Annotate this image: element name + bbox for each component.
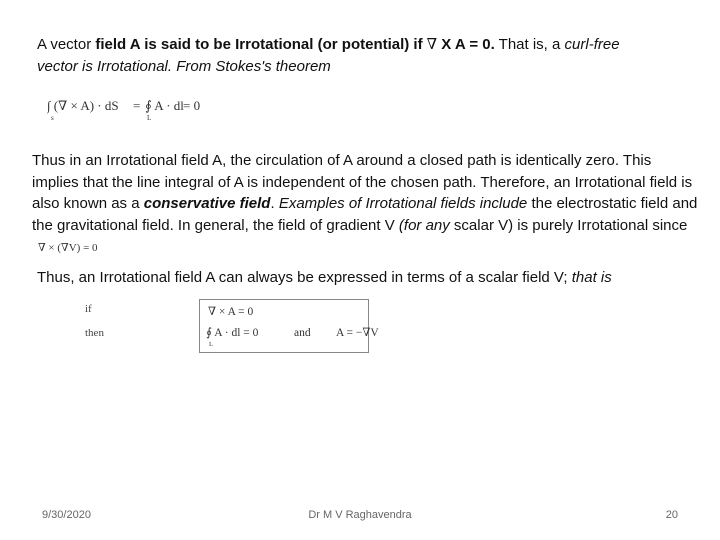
and-grad-equation <box>290 322 400 342</box>
conservative-field-term: conservative field <box>143 195 271 212</box>
stokes-sub-s: s <box>51 114 54 122</box>
nabla-symbol: ∇ <box>426 37 438 53</box>
stokes-lhs: ∫ (∇ × A) · dS <box>47 98 119 113</box>
thus-text: Thus, an Irrotational field A can always be expressed in terms of a scalar field V; <box>37 269 572 286</box>
curl-grad-equation <box>38 239 116 255</box>
curl-zero-equation: ∇ × A = 0 <box>208 306 254 318</box>
thus-italic: that is <box>571 269 612 286</box>
intro-text-2: That is, a <box>494 36 565 53</box>
and-label: and <box>294 327 311 339</box>
intro-paragraph <box>37 34 697 78</box>
loop-integral-equation: ∮ A · dl = 0 <box>206 327 259 339</box>
stokes-equation <box>47 90 217 122</box>
footer-date: 9/30/2020 <box>42 509 91 521</box>
then-label: then <box>85 327 104 339</box>
body-text-1: Thus in an Irrotational field A, the circulation of A around a closed path is identically zero. This implies that the line integral of A is independent of the chosen path. Therefore, an Irrotational field is also known as a <box>32 152 693 212</box>
stokes-equals-2: = 0 <box>183 98 201 113</box>
footer-author: Dr M V Raghavendra <box>308 509 412 521</box>
page-number: 20 <box>665 509 678 521</box>
intro-curl-bold: X A = 0. <box>437 36 495 53</box>
intro-stokes-italic: vector is Irrotational. From Stokes's theorem <box>37 58 331 75</box>
examples-italic: Examples of Irrotational fields include <box>278 195 528 212</box>
intro-curl-free-italic: curl-free <box>564 36 620 53</box>
thus-paragraph <box>37 267 697 289</box>
loop-sub-l: L <box>209 341 213 348</box>
intro-text-1: A vector <box>37 36 96 53</box>
body-paragraph <box>32 150 700 258</box>
body-text-3: the electrostatic field and the gravitational field. In general, the field of gradient V <box>32 195 698 234</box>
grad-equation: A = −∇V <box>336 327 379 339</box>
curl-grad-text: ∇ × (∇V) = 0 <box>38 242 98 255</box>
stokes-rhs: ∮ A · dl <box>145 98 184 113</box>
body-text-2: . <box>270 195 279 212</box>
for-any-italic: (for any <box>398 216 450 234</box>
intro-definition-bold: field A is said to be Irrotational (or potential) if <box>95 36 423 53</box>
if-label: if <box>85 303 92 315</box>
stokes-sub-l: L <box>147 114 152 122</box>
stokes-equals-1: = <box>133 98 141 113</box>
body-text-4: scalar V) is purely Irrotational since <box>449 216 688 234</box>
